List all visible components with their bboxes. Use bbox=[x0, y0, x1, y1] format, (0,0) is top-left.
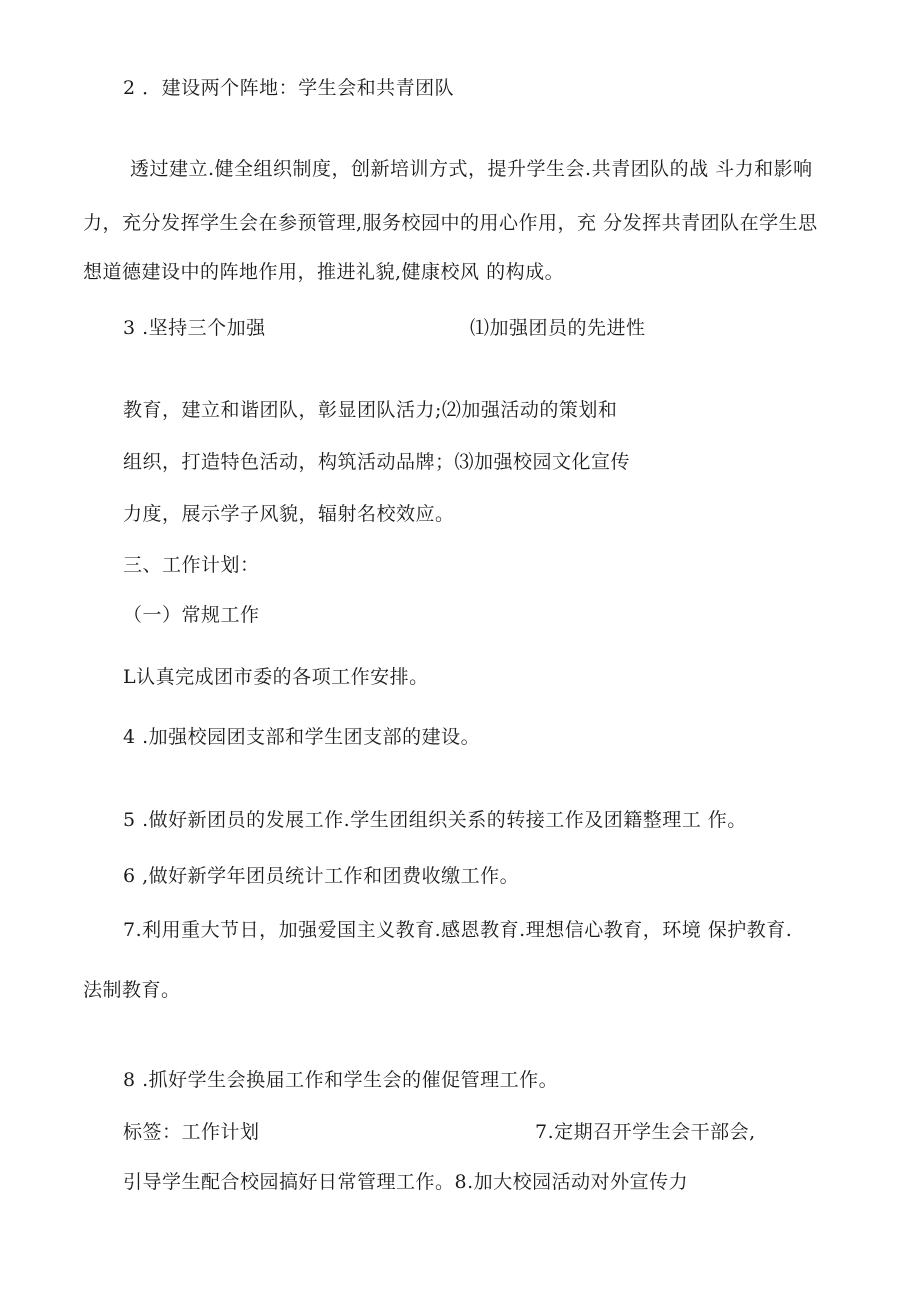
list-item: 7.定期召开学生会干部会, bbox=[535, 1121, 756, 1143]
list-item: 7.利用重大节日，加强爱国主义教育.感恩教育.理想信心教育，环境 保护教育. bbox=[123, 919, 793, 941]
list-item: 5 .做好新团员的发展工作.学生团组织关系的转接工作及团籍整理工 作。 bbox=[123, 809, 747, 831]
tag-label: 标签：工作计划 bbox=[123, 1121, 260, 1143]
paragraph-line: 组织，打造特色活动，构筑活动品牌；⑶加强校园文化宣传 bbox=[123, 451, 631, 473]
heading-two-positions: 2 ．建设两个阵地：学生会和共青团队 bbox=[123, 77, 455, 99]
paragraph-line: 教育，建立和谐团队，彰显团队活力;⑵加强活动的策划和 bbox=[123, 399, 618, 421]
section-heading-work-plan: 三、工作计划： bbox=[123, 554, 260, 576]
list-item: 8 .抓好学生会换届工作和学生会的催促管理工作。 bbox=[123, 1069, 559, 1091]
paragraph-line: 力度，展示学子风貌，辐射名校效应。 bbox=[123, 503, 455, 525]
paragraph-line: 力，充分发挥学生会在参预管理,服务校园中的用心作用，充 分发挥共青团队在学生思 bbox=[83, 212, 818, 234]
paragraph-line: 引导学生配合校园搞好日常管理工作。8.加大校园活动对外宣传力 bbox=[123, 1171, 689, 1193]
heading-three-strengthens: 3 .坚持三个加强 bbox=[123, 317, 266, 339]
list-item: 6 ,做好新学年团员统计工作和团费收缴工作。 bbox=[123, 865, 520, 887]
paragraph-line: 透过建立.健全组织制度，创新培训方式，提升学生会.共青团队的战 斗力和影响 bbox=[130, 158, 813, 180]
list-item: L认真完成团市委的各项工作安排。 bbox=[123, 666, 429, 688]
paragraph-line: 想道德建设中的阵地作用，推进礼貌,健康校风 的构成。 bbox=[83, 261, 565, 283]
list-item: 4 .加强校园团支部和学生团支部的建设。 bbox=[123, 726, 481, 748]
list-item-continuation: 法制教育。 bbox=[83, 979, 181, 1001]
subsection-heading-routine-work: （一）常规工作 bbox=[123, 604, 260, 626]
paragraph-line: ⑴加强团员的先进性 bbox=[470, 317, 646, 339]
